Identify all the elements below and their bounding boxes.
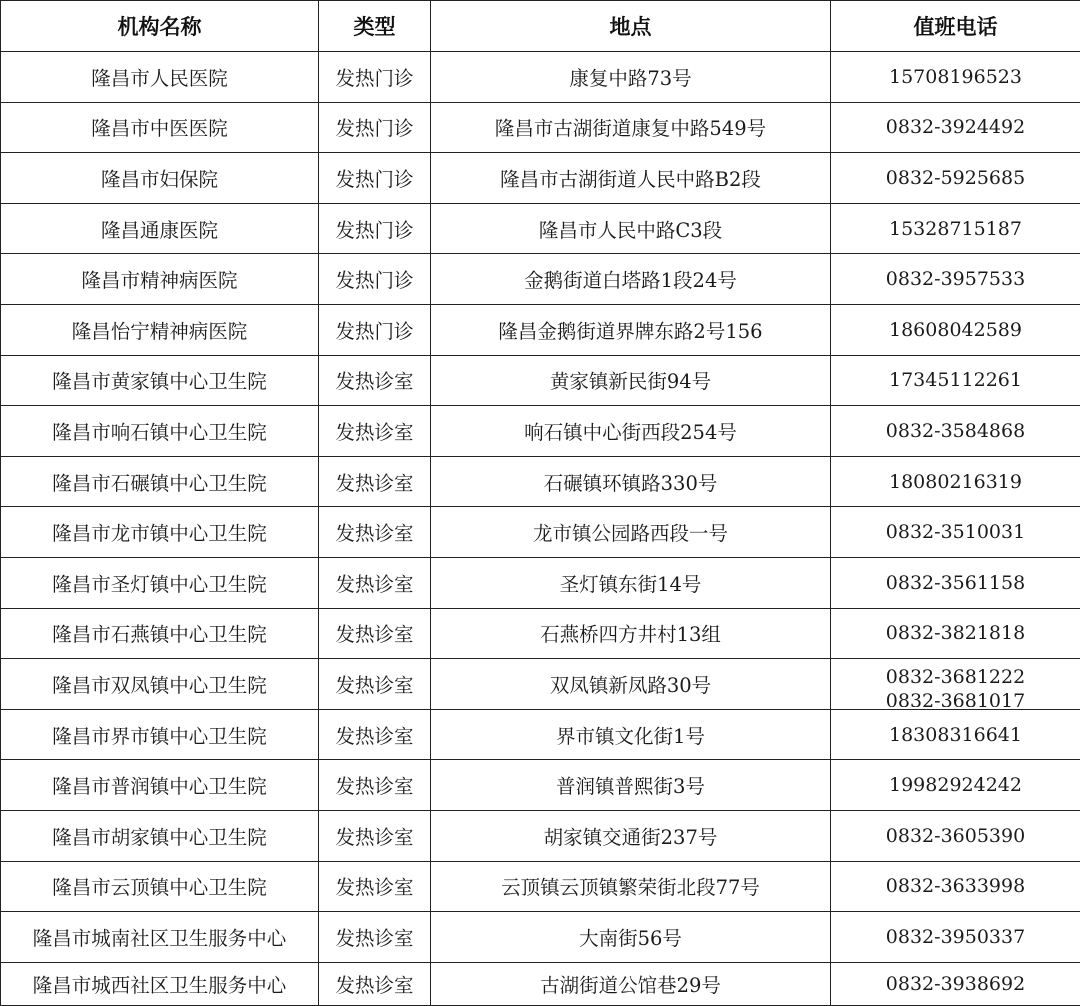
- institution-name-cell: 隆昌市石碾镇中心卫生院: [1, 456, 319, 507]
- clinic-type-cell: 发热诊室: [319, 659, 431, 710]
- clinic-type-cell: 发热诊室: [319, 760, 431, 811]
- phone-number: 18608042589: [831, 318, 1080, 342]
- clinic-type-cell: 发热诊室: [319, 456, 431, 507]
- phone-number: 0832-3950337: [831, 925, 1080, 949]
- duty-phone-cell: [831, 659, 1080, 710]
- table-row: [1, 709, 1080, 760]
- institution-name-cell: 隆昌市中医医院: [1, 102, 319, 153]
- phone-number: 0832-3633998: [831, 874, 1080, 898]
- duty-phone-cell: [831, 406, 1080, 457]
- address-cell: 双凤镇新凤路30号: [431, 659, 831, 710]
- phone-number: 0832-3938692: [831, 972, 1080, 996]
- address-cell: 界市镇文化街1号: [431, 709, 831, 760]
- address-cell: 隆昌市古湖街道康复中路549号: [431, 102, 831, 153]
- duty-phone-cell: [831, 52, 1080, 103]
- table-row: [1, 153, 1080, 204]
- table-row: [1, 406, 1080, 457]
- clinic-type-cell: 发热诊室: [319, 507, 431, 558]
- table-body: [1, 52, 1080, 1006]
- table-row: [1, 760, 1080, 811]
- phone-number: 0832-3821818: [831, 621, 1080, 645]
- phone-number: 15708196523: [831, 65, 1080, 89]
- address-cell: 隆昌市人民中路C3段: [431, 203, 831, 254]
- institution-name-cell: 隆昌市胡家镇中心卫生院: [1, 810, 319, 861]
- phone-number: 0832-5925685: [831, 166, 1080, 190]
- phone-number: 18308316641: [831, 723, 1080, 747]
- duty-phone-cell: [831, 962, 1080, 1005]
- table-row: [1, 304, 1080, 355]
- phone-number: 0832-3605390: [831, 824, 1080, 848]
- institution-name-cell: 隆昌市普润镇中心卫生院: [1, 760, 319, 811]
- phone-number: 0832-3584868: [831, 419, 1080, 443]
- institution-name-cell: 隆昌市云顶镇中心卫生院: [1, 861, 319, 912]
- duty-phone-cell: [831, 709, 1080, 760]
- table-row: [1, 254, 1080, 305]
- table-row: [1, 355, 1080, 406]
- address-cell: 胡家镇交通街237号: [431, 810, 831, 861]
- phone-number: 0832-3924492: [831, 115, 1080, 139]
- clinic-type-cell: 发热诊室: [319, 608, 431, 659]
- institution-name-cell: 隆昌市人民医院: [1, 52, 319, 103]
- clinic-type-cell: 发热门诊: [319, 304, 431, 355]
- address-cell: 圣灯镇东街14号: [431, 557, 831, 608]
- institution-name-cell: 隆昌市城南社区卫生服务中心: [1, 912, 319, 963]
- clinic-type-cell: 发热诊室: [319, 406, 431, 457]
- address-cell: 石碾镇环镇路330号: [431, 456, 831, 507]
- duty-phone-cell: [831, 557, 1080, 608]
- institution-name-cell: 隆昌市城西社区卫生服务中心: [1, 962, 319, 1005]
- clinic-type-cell: 发热门诊: [319, 153, 431, 204]
- table-row: [1, 203, 1080, 254]
- phone-number: 0832-3561158: [831, 571, 1080, 595]
- table-row: [1, 608, 1080, 659]
- duty-phone-cell: [831, 861, 1080, 912]
- phone-number: 17345112261: [831, 368, 1080, 392]
- address-cell: 隆昌金鹅街道界牌东路2号156: [431, 304, 831, 355]
- institution-name-cell: 隆昌市双凤镇中心卫生院: [1, 659, 319, 710]
- duty-phone-cell: [831, 355, 1080, 406]
- institution-name-cell: 隆昌市龙市镇中心卫生院: [1, 507, 319, 558]
- clinic-type-cell: 发热门诊: [319, 102, 431, 153]
- institution-name-cell: 隆昌市界市镇中心卫生院: [1, 709, 319, 760]
- clinic-type-cell: 发热诊室: [319, 810, 431, 861]
- header-duty-phone: 值班电话: [831, 1, 1080, 52]
- header-type: 类型: [319, 1, 431, 52]
- phone-number: 0832-3957533: [831, 267, 1080, 291]
- institution-name-cell: 隆昌市妇保院: [1, 153, 319, 204]
- clinic-type-cell: 发热诊室: [319, 709, 431, 760]
- address-cell: 龙市镇公园路西段一号: [431, 507, 831, 558]
- institution-name-cell: 隆昌市石燕镇中心卫生院: [1, 608, 319, 659]
- clinic-type-cell: 发热诊室: [319, 557, 431, 608]
- address-cell: 康复中路73号: [431, 52, 831, 103]
- table-row: [1, 507, 1080, 558]
- institution-name-cell: 隆昌怡宁精神病医院: [1, 304, 319, 355]
- clinic-type-cell: 发热诊室: [319, 962, 431, 1005]
- header-institution-name: 机构名称: [1, 1, 319, 52]
- address-cell: 金鹅街道白塔路1段24号: [431, 254, 831, 305]
- table-row: [1, 912, 1080, 963]
- table-row: [1, 102, 1080, 153]
- header-location: 地点: [431, 1, 831, 52]
- address-cell: 石燕桥四方井村13组: [431, 608, 831, 659]
- clinic-type-cell: 发热门诊: [319, 254, 431, 305]
- institution-name-cell: 隆昌市圣灯镇中心卫生院: [1, 557, 319, 608]
- table-header-row: [1, 1, 1080, 52]
- phone-number: 18080216319: [831, 470, 1080, 494]
- address-cell: 普润镇普熙街3号: [431, 760, 831, 811]
- table-row: [1, 810, 1080, 861]
- address-cell: 大南街56号: [431, 912, 831, 963]
- clinic-type-cell: 发热门诊: [319, 52, 431, 103]
- phone-number: 0832-3681017: [831, 689, 1080, 707]
- duty-phone-cell: [831, 304, 1080, 355]
- duty-phone-cell: [831, 102, 1080, 153]
- address-cell: 黄家镇新民街94号: [431, 355, 831, 406]
- table-row: [1, 861, 1080, 912]
- table-row: [1, 456, 1080, 507]
- address-cell: 隆昌市古湖街道人民中路B2段: [431, 153, 831, 204]
- institution-name-cell: 隆昌市黄家镇中心卫生院: [1, 355, 319, 406]
- table-row: [1, 557, 1080, 608]
- clinic-type-cell: 发热诊室: [319, 355, 431, 406]
- institution-name-cell: 隆昌市精神病医院: [1, 254, 319, 305]
- institution-name-cell: 隆昌通康医院: [1, 203, 319, 254]
- address-cell: 古湖街道公馆巷29号: [431, 962, 831, 1005]
- duty-phone-cell: [831, 254, 1080, 305]
- table-row: [1, 52, 1080, 103]
- table-row: [1, 659, 1080, 710]
- phone-number: 15328715187: [831, 217, 1080, 241]
- table-row: [1, 962, 1080, 1005]
- clinic-type-cell: 发热诊室: [319, 912, 431, 963]
- clinic-type-cell: 发热门诊: [319, 203, 431, 254]
- phone-number: 19982924242: [831, 773, 1080, 797]
- address-cell: 响石镇中心街西段254号: [431, 406, 831, 457]
- institution-name-cell: 隆昌市响石镇中心卫生院: [1, 406, 319, 457]
- duty-phone-cell: [831, 507, 1080, 558]
- phone-number: 0832-3681222: [831, 665, 1080, 689]
- duty-phone-cell: [831, 608, 1080, 659]
- phone-list: [831, 665, 1080, 707]
- duty-phone-cell: [831, 760, 1080, 811]
- duty-phone-cell: [831, 456, 1080, 507]
- clinic-type-cell: 发热诊室: [319, 861, 431, 912]
- phone-number: 0832-3510031: [831, 520, 1080, 544]
- duty-phone-cell: [831, 912, 1080, 963]
- duty-phone-cell: [831, 153, 1080, 204]
- duty-phone-cell: [831, 203, 1080, 254]
- address-cell: 云顶镇云顶镇繁荣街北段77号: [431, 861, 831, 912]
- duty-phone-cell: [831, 810, 1080, 861]
